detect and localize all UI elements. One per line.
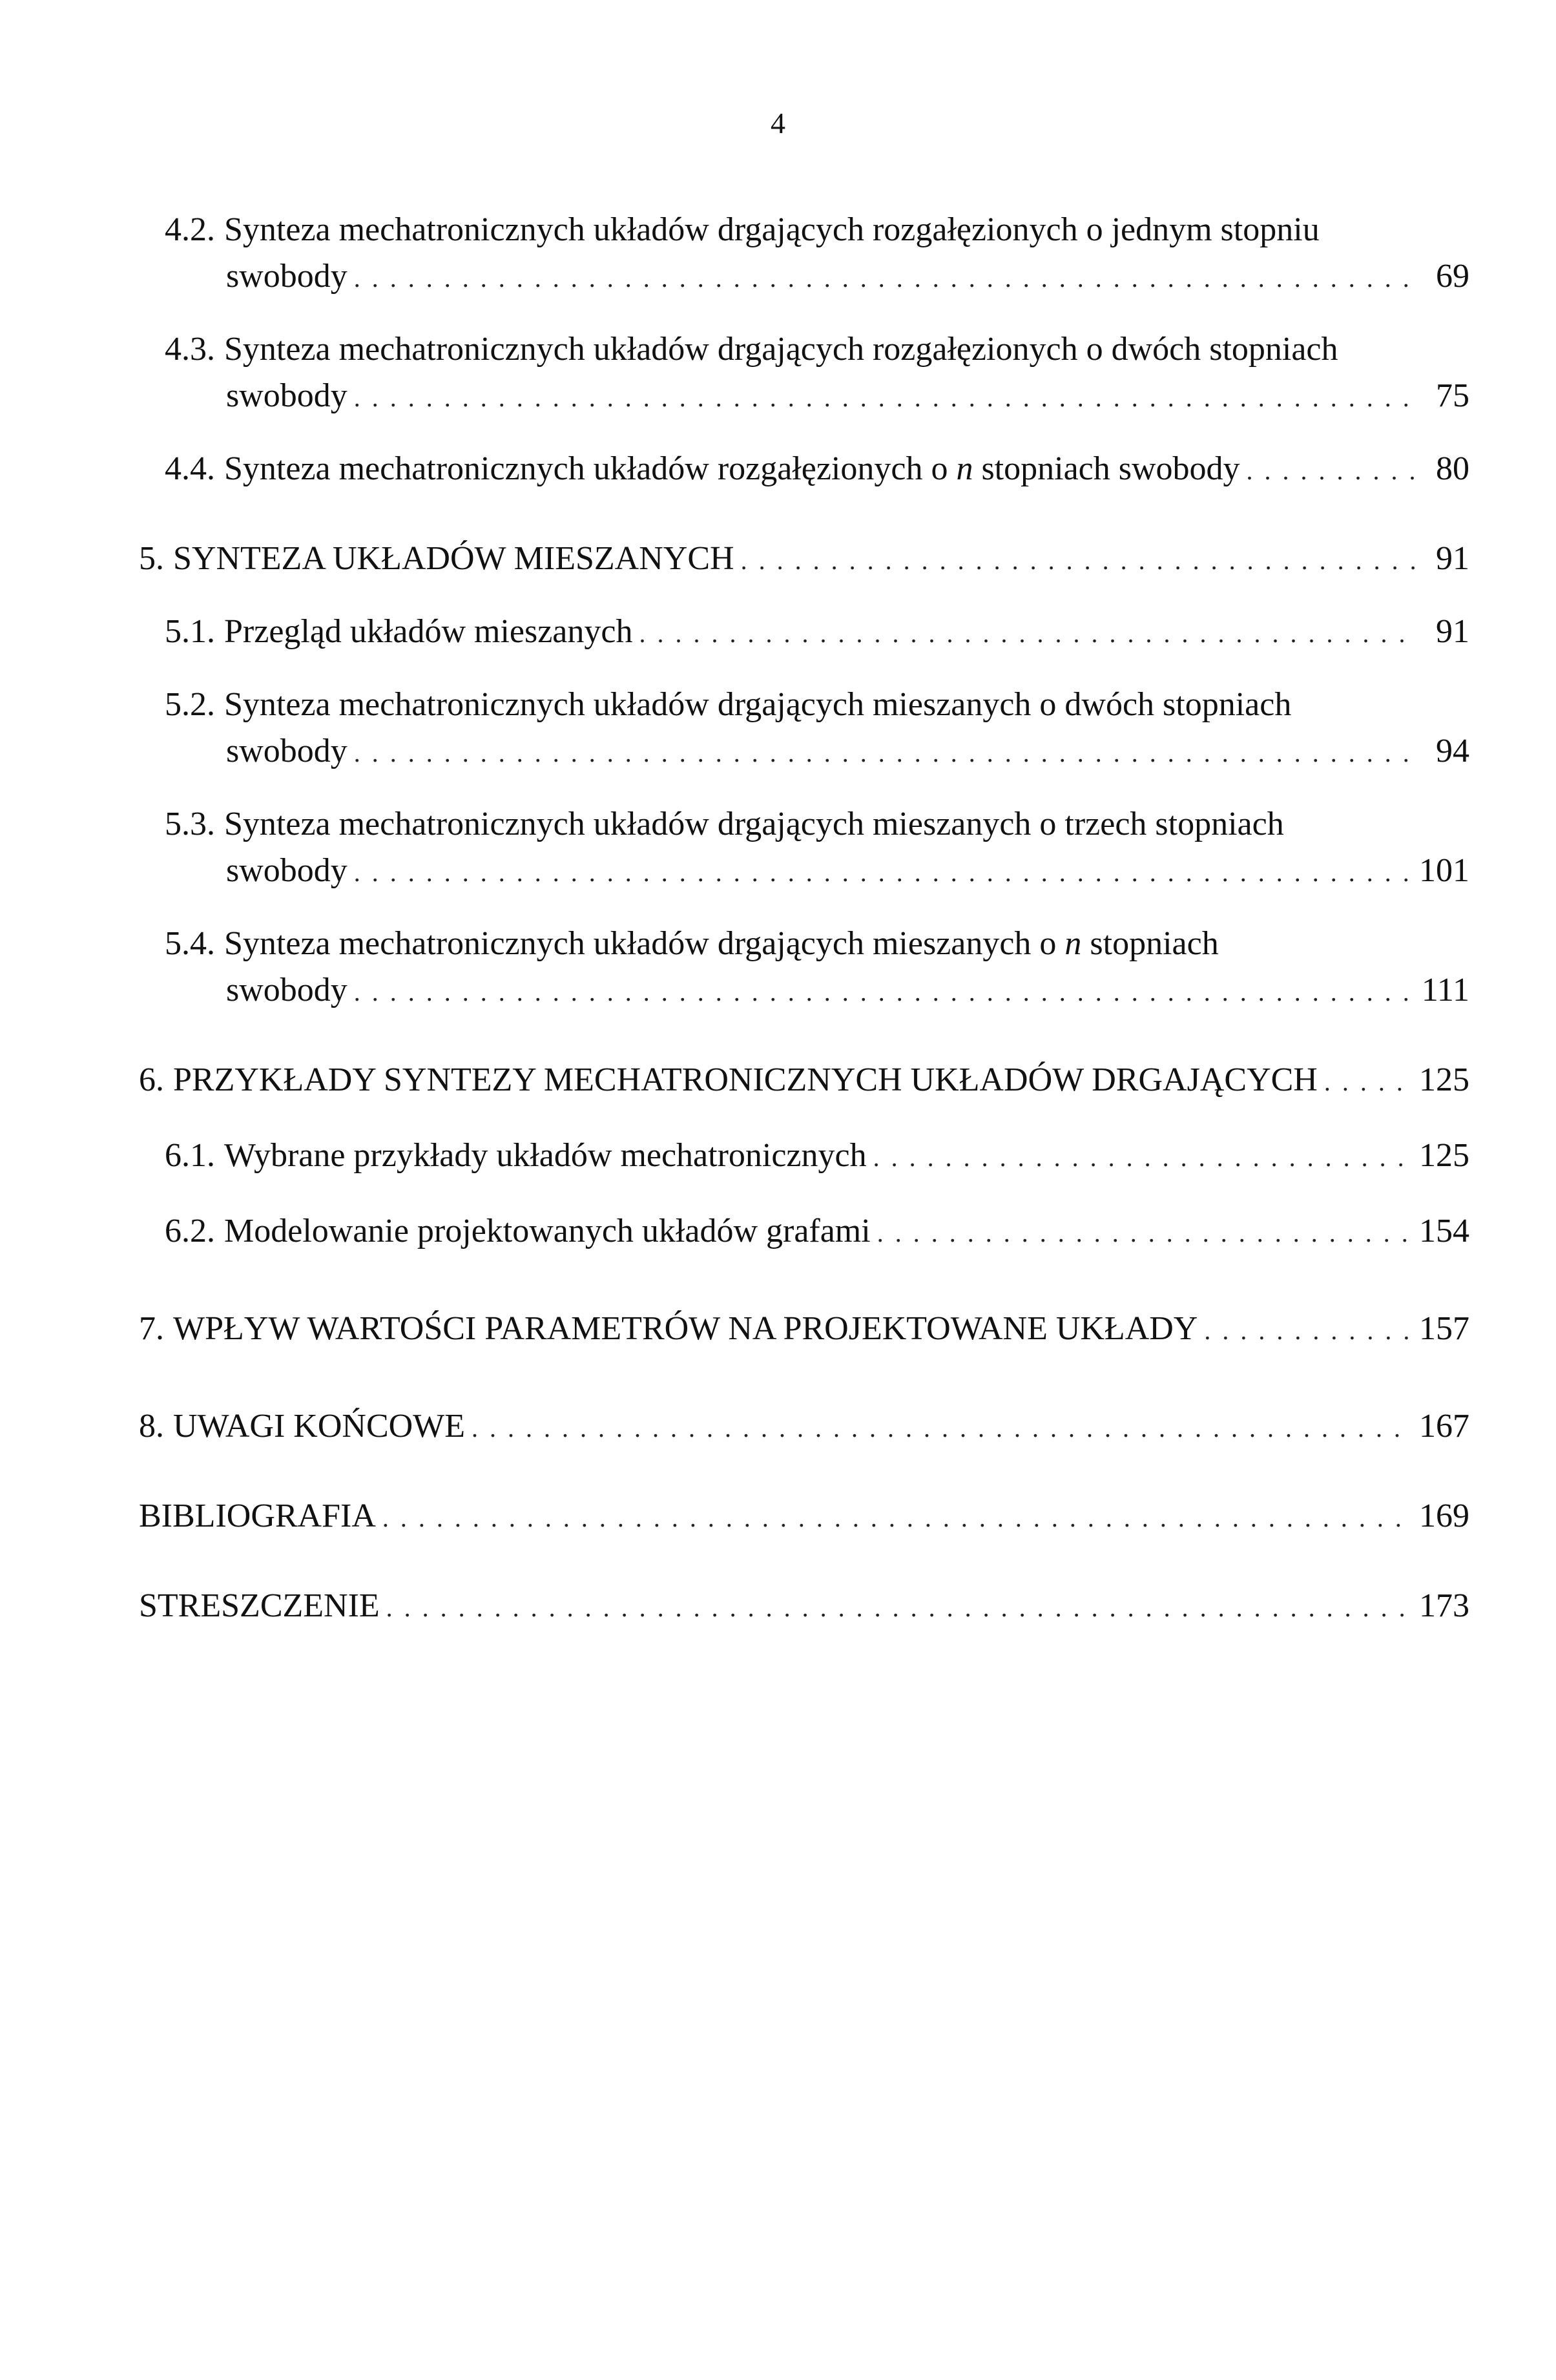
page-number: 4 (771, 107, 785, 140)
toc-entry-title: SYNTEZA UKŁADÓW MIESZANYCH (173, 540, 734, 577)
toc-entry-number: 5. (139, 540, 164, 577)
toc-entry-number: 6.2. (165, 1213, 215, 1249)
toc-entry-number: 6. (139, 1061, 164, 1098)
toc-entry-page: 125 (1419, 1061, 1469, 1098)
toc-entry-title-rest: stopniach swobody (981, 450, 1240, 487)
toc-entry-title-continuation: swobody (226, 972, 348, 1008)
toc-entry-page: 69 (1436, 258, 1469, 295)
toc-entry-number: 4.3. (165, 331, 215, 368)
toc-entry-title-continuation: swobody (226, 377, 348, 414)
toc-entry-title-continuation: swobody (226, 258, 348, 295)
toc-entry-page: 173 (1419, 1587, 1469, 1624)
toc-entry-6-1[interactable] (139, 1133, 1469, 1181)
toc-entry-title: Synteza mechatronicznych układów drgających mieszanych o dwóch stopniach (224, 686, 1292, 723)
toc-entry-4-2[interactable] (139, 207, 1469, 302)
leader-dots (1204, 1308, 1413, 1354)
leader-dots (354, 375, 1418, 421)
toc-entry-page: 169 (1419, 1498, 1469, 1534)
toc-entry-title: Synteza mechatronicznych układów rozgałęzionych o (224, 450, 948, 487)
leader-dots (1247, 448, 1418, 494)
toc-entry-title-rest: stopniach (1090, 925, 1219, 962)
toc-entry-page: 80 (1436, 450, 1469, 487)
toc-entry-title: Synteza mechatronicznych układów drgających rozgałęzionych o dwóch stopniach (224, 331, 1338, 368)
toc-entry-title: Synteza mechatronicznych układów drgających rozgałęzionych o jednym stopniu (224, 211, 1320, 248)
leader-dots (354, 969, 1415, 1016)
leader-dots (741, 538, 1418, 584)
leader-dots (877, 1210, 1413, 1257)
toc-entry-5-4[interactable] (139, 921, 1469, 1016)
leader-dots (1324, 1059, 1413, 1105)
toc-entry-title: UWAGI KOŃCOWE (173, 1408, 466, 1445)
toc-entry-page: 91 (1436, 540, 1469, 577)
toc-entry-5-1[interactable] (139, 609, 1469, 657)
toc-entry-title-continuation: swobody (226, 852, 348, 889)
toc-entry-page: 94 (1436, 733, 1469, 769)
toc-entry-page: 111 (1421, 972, 1469, 1008)
leader-dots (354, 850, 1413, 896)
toc-entry-title-italic: n (1064, 925, 1082, 962)
toc-entry-6-2[interactable] (139, 1208, 1469, 1257)
toc-entry-number: 6.1. (165, 1137, 215, 1174)
toc-entry-number: 8. (139, 1408, 164, 1445)
toc-entry-bibliography[interactable] (139, 1493, 1469, 1541)
toc-entry-number: 5.2. (165, 686, 215, 723)
toc-entry-title: Synteza mechatronicznych układów drgających mieszanych o trzech stopniach (224, 806, 1284, 842)
toc-entry-number: 7. (139, 1310, 164, 1347)
toc-entry-page: 125 (1419, 1137, 1469, 1174)
leader-dots (639, 611, 1418, 657)
toc-entry-title: Synteza mechatronicznych układów drgających mieszanych o (224, 925, 1057, 962)
toc-entry-page: 91 (1436, 613, 1469, 650)
toc-entry-summary[interactable] (139, 1583, 1469, 1631)
table-of-contents (139, 207, 1469, 1631)
toc-entry-number: 5.3. (165, 806, 215, 842)
leader-dots (873, 1134, 1413, 1181)
toc-entry-title-italic: n (956, 450, 973, 487)
toc-entry-8[interactable] (139, 1403, 1469, 1452)
toc-entry-title: Przegląd układów mieszanych (224, 613, 633, 650)
toc-entry-page: 75 (1436, 377, 1469, 414)
toc-entry-page: 154 (1419, 1213, 1469, 1249)
toc-entry-5-3[interactable] (139, 801, 1469, 896)
toc-entry-number: 4.2. (165, 211, 215, 248)
toc-entry-number: 5.4. (165, 925, 215, 962)
leader-dots (472, 1405, 1413, 1452)
toc-entry-4-3[interactable] (139, 326, 1469, 421)
toc-entry-number: 5.1. (165, 613, 215, 650)
leader-dots (386, 1585, 1413, 1631)
toc-entry-title: PRZYKŁADY SYNTEZY MECHATRONICZNYCH UKŁADÓW DRGAJĄCYCH (173, 1061, 1318, 1098)
toc-entry-5-2[interactable] (139, 682, 1469, 777)
leader-dots (354, 255, 1418, 302)
toc-entry-title-continuation: swobody (226, 733, 348, 769)
leader-dots (382, 1495, 1413, 1541)
toc-entry-number: 4.4. (165, 450, 215, 487)
toc-entry-7[interactable] (139, 1306, 1469, 1354)
toc-entry-title: STRESZCZENIE (139, 1587, 380, 1624)
toc-entry-title: Wybrane przykłady układów mechatronicznych (224, 1137, 867, 1174)
toc-entry-page: 167 (1419, 1408, 1469, 1445)
toc-entry-page: 157 (1419, 1310, 1469, 1347)
toc-entry-title: Modelowanie projektowanych układów grafami (224, 1213, 871, 1249)
leader-dots (354, 730, 1418, 777)
toc-entry-6[interactable] (139, 1057, 1469, 1105)
toc-entry-page: 101 (1419, 852, 1469, 889)
toc-entry-4-4[interactable] (139, 446, 1469, 494)
toc-entry-5[interactable] (139, 536, 1469, 584)
toc-entry-title: BIBLIOGRAFIA (139, 1498, 376, 1534)
toc-entry-title: WPŁYW WARTOŚCI PARAMETRÓW NA PROJEKTOWANE UKŁADY (173, 1310, 1198, 1347)
